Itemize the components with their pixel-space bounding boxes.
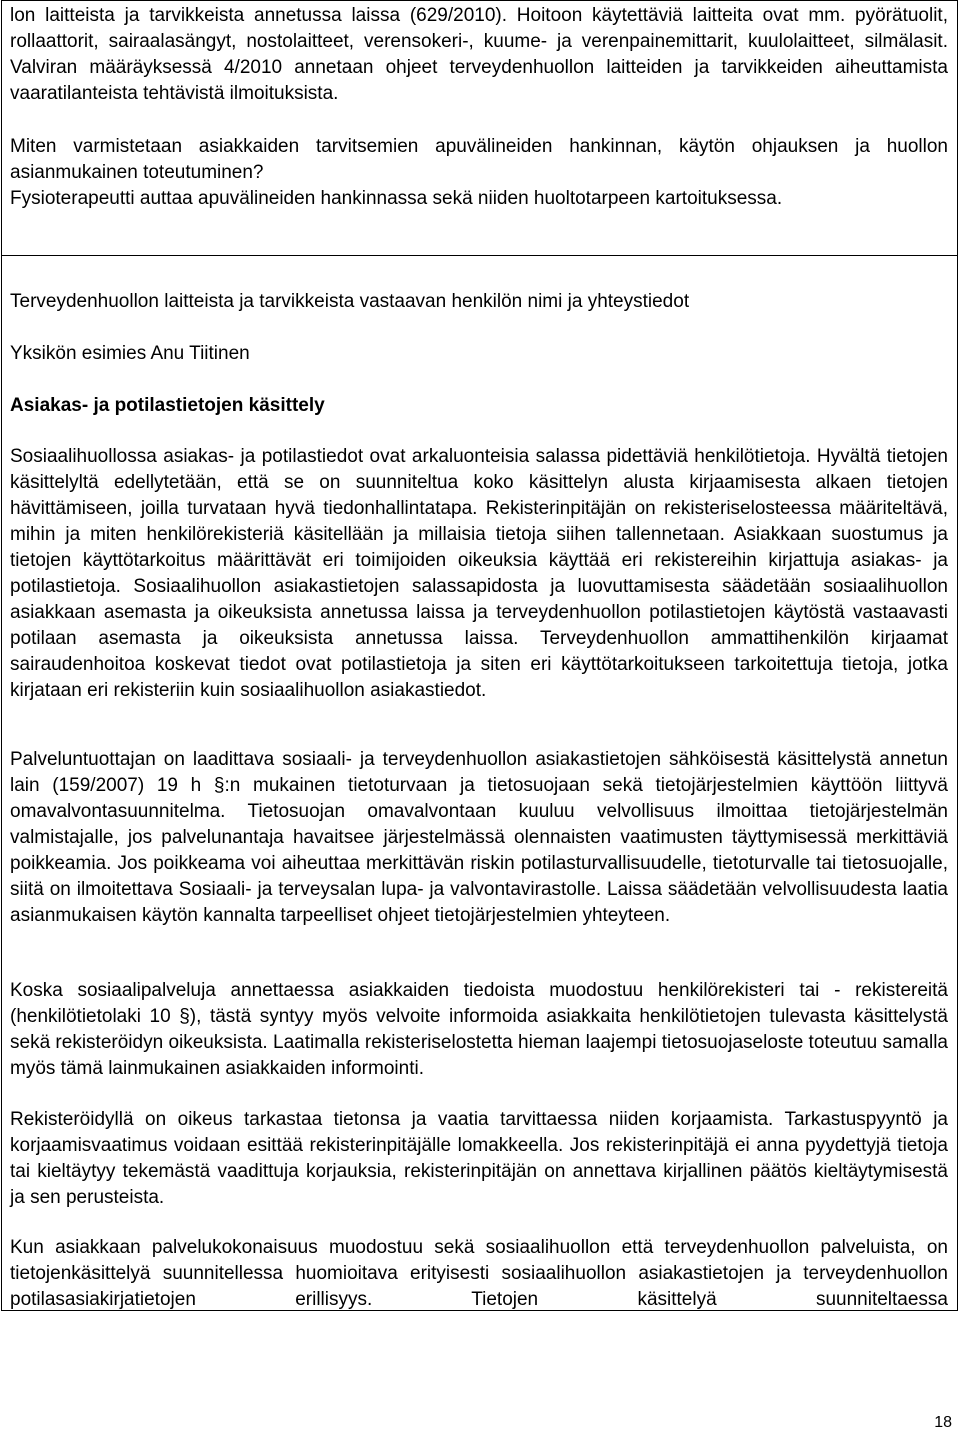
self-monitoring-paragraph: Palveluntuottajan on laadittava sosiaali- ja terveydenhuollon asiakastietojen sähköisestä käsittelystä annetun lain (159/2007) 19 h §:n mukainen tietoturvaan ja tietosuojaan sekä tietojärjestelmien käyttöön liittyvä omavalvontasuunnitelma. Tietosuojan omavalvontaan kuuluu velvollisuus ilmoittaa tietojärjestelmän valmistajalle, jos palvelunantaja havaitsee järjestelmässä olennaisten vaatimusten täyttymisessä merkittäviä poikkeamia. Jos poikkeama voi aiheuttaa merkittävän riskin potilasturvallisuudelle, tietoturvalle tai tietosuojalle, siitä on ilmoitettava Sosiaali- ja terveysalan lupa- ja valvontavirastolle. Laissa säädetään velvollisuudesta laatia asianmukaisen käytön kannalta tarpeelliset ohjeet tietojärjestelmien yhteyteen. (10, 749, 948, 926)
aids-question: Miten varmistetaan asiakkaiden tarvitsemien apuvälineiden hankinnan, käytön ohjauksen ja huollon asianmukainen toteutuminen? (10, 136, 948, 183)
page-number: 18 (934, 1414, 952, 1431)
section-heading: Asiakas- ja potilastietojen käsittely (10, 395, 325, 416)
contact-person-label: Terveydenhuollon laitteista ja tarvikkeista vastaavan henkilön nimi ja yhteystiedot (10, 291, 690, 312)
data-handling-paragraph: Sosiaalihuollossa asiakas- ja potilastiedot ovat arkaluonteisia salassa pidettäviä henkilötietoja. Hyvältä tietojen käsittelyltä edellytetään, että se on suunniteltua koko käsittelyn alusta kirjaamisesta alkaen tietojen hävittämiseen, joilla turvataan hyvä tiedonhallintatapa. Rekisterinpitäjän on rekisteriselosteessa määriteltävä, mihin ja miten henkilörekisteriä käsitellään ja millaisia tietoja siihen tallennetaan. Asiakkaan suostumus ja tietojen käyttötarkoitus määrittävät eri toimijoiden oikeuksia käyttää eri rekistereihin kirjattuja asiakas- ja potilastietoja. Sosiaalihuollon asiakastietojen salassapidosta ja luovuttamisesta säädetään sosiaalihuollon asiakkaan asemasta ja oikeuksista annetussa laissa ja terveydenhuollon potilastietojen käytöstä vastaavasti potilaan asemasta ja oikeuksista annetussa laissa. Terveydenhuollon ammattihenkilön kirjaamat sairaudenhoitoa koskevat tiedot ovat potilastietoja ja siten eri käyttötarkoitukseen tarkoitettuja tietoja, jotka kirjataan eri rekisteriin kuin sosiaalihuollon asiakastiedot. (10, 446, 948, 701)
devices-paragraph: lon laitteista ja tarvikkeista annetussa laissa (629/2010). Hoitoon käytettäviä laitteita ovat mm. pyörätuolit, rollaattorit, sairaalasängyt, nostolaitteet, verensokeri-, kuume- ja verenpainemittarit, kuulolaitteet, silmälasit. Valviran määräyksessä 4/2010 annetaan ohjeet terveydenhuollon laitteiden ja tarvikkeiden aiheuttamista vaaratilanteista tehtävistä ilmoituksista. (10, 5, 948, 104)
inspection-right-paragraph: Rekisteröidyllä on oikeus tarkastaa tietonsa ja vaatia tarvittaessa niiden korjaamista. Tarkastuspyyntö ja korjaamisvaatimus voidaan esittää rekisterinpitäjälle lomakkeella. Jos rekisterinpitäjä ei anna pyydettyjä tietoja tai kieltäytyy tekemästä vaadittuja korjauksia, rekisterinpitäjän on annettava kirjallinen päätös kieltäytymisestä ja sen perusteista. (10, 1109, 948, 1208)
aids-answer: Fysioterapeutti auttaa apuvälineiden hankinnassa sekä niiden huoltotarpeen kartoituksessa. (10, 188, 783, 209)
register-information-paragraph: Koska sosiaalipalveluja annettaessa asiakkaiden tiedoista muodostuu henkilörekisteri tai - rekistereitä (henkilötietolaki 10 §), tästä syntyy myös velvoite informoida asiakkaita henkilötietojen tulevasta käsittelystä sekä rekisteröidyn oikeuksista. Laatimalla rekisteriselostetta hieman laajempi tietosuojaseloste toteutuu samalla myös tämä lainmukainen asiakkaiden informointi. (10, 980, 948, 1079)
service-entity-paragraph: Kun asiakkaan palvelukokonaisuus muodostuu sekä sosiaalihuollon että terveydenhuollon palveluista, on tietojenkäsittelyä suunnitellessa huomioitava erityisesti sosiaalihuollon asiakastietojen ja terveydenhuollon potilasasiakirjatietojen erillisyys. Tietojen käsittelyä suunniteltaessa (10, 1237, 948, 1310)
contact-person-value: Yksikön esimies Anu Tiitinen (10, 343, 250, 364)
